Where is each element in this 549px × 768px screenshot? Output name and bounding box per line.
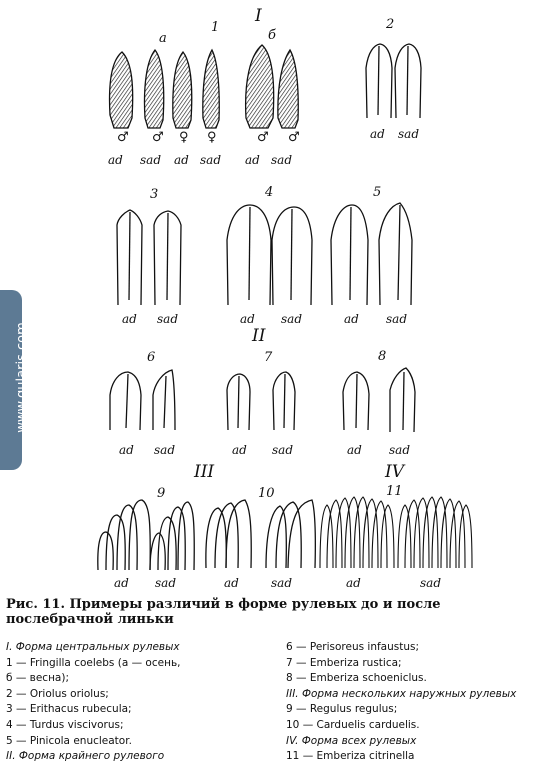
male-symbol: ♂ [288,130,300,145]
feather-1b-sad [203,50,219,128]
female-symbol: ♀ [179,130,189,145]
label-sad: sad [398,127,419,141]
section-label-ii: II [252,326,266,346]
label-ad: ad [174,153,189,167]
group-number-10: 10 [258,486,275,501]
group-number-4: 4 [265,185,274,200]
legend-right [286,640,516,765]
watermark-tab[interactable] [0,290,30,470]
label-sad: sad [271,576,292,590]
label-sad: sad [389,443,410,457]
group-number-7: 7 [264,350,273,365]
legend-item: IV. Форма всех рулевых [286,734,417,747]
legend-left [6,640,180,765]
label-sad: sad [272,443,293,457]
legend-item: 2 — Oriolus oriolus; [6,687,109,700]
figure-caption: Рис. 11. Примеры различий в форме рулевых до и после послебрачной линьки [6,597,441,627]
section-label-iii: III [194,462,215,482]
feather-10-sad [266,500,315,568]
legend-item: I. Форма центральных рулевых [6,641,180,653]
label-ad: ad [122,312,137,326]
label-ad: ad [240,312,255,326]
label-ad: ad [224,576,239,590]
group-number-6: 6 [147,350,156,365]
legend-item: 5 — Pinicola enucleator. [6,734,132,747]
label-ad: ad [119,443,134,457]
legend-item: 11 — Emberiza citrinella [286,750,415,763]
section-label-iv: IV [385,462,404,482]
watermark-text: www.gularis.com [14,322,30,433]
feather-9-sad [150,502,194,570]
legend-item: 8 — Emberiza schoeniclus. [286,672,427,685]
subgroup-label-a: а [159,31,167,46]
label-ad: ad [347,443,362,457]
legend-item: 6 — Perisoreus infaustus; [286,641,420,653]
group-number-3: 3 [150,187,159,202]
legend-item: II. Форма крайнего рулевого [6,750,165,763]
male-symbol: ♂ [117,130,129,145]
label-sad: sad [271,153,292,167]
label-sad: sad [200,153,221,167]
feather-1a-ad [110,52,133,128]
label-ad: ad [114,576,129,590]
label-ad: ad [344,312,359,326]
legend-item: 4 — Turdus viscivorus; [6,718,124,731]
legend-item: 9 — Regulus regulus; [286,703,398,716]
feather-1-b-sad [278,50,298,128]
label-ad: ad [245,153,260,167]
legend-item: III. Форма нескольких наружных рулевых [286,687,517,700]
legend-item: 10 — Carduelis carduelis. [286,718,420,731]
legend-item: 3 — Erithacus rubecula; [6,703,132,716]
group-number-5: 5 [373,185,382,200]
feather-1-b-ad [246,45,274,128]
label-ad: ad [232,443,247,457]
male-symbol: ♂ [152,130,164,145]
label-sad: sad [154,443,175,457]
section-label-i: I [255,6,262,26]
feather-11-ad [320,497,394,568]
feather-11-sad [398,497,472,568]
feather-10-ad [206,500,251,568]
subgroup-label-b: б [268,28,276,43]
label-sad: sad [157,312,178,326]
group-number-2: 2 [386,17,395,32]
label-sad: sad [140,153,161,167]
group-number-1: 1 [211,20,220,35]
feather-9-ad [98,500,150,570]
female-symbol: ♀ [207,130,217,145]
legend-item: 7 — Emberiza rustica; [286,656,402,669]
male-symbol: ♂ [257,130,269,145]
feather-1b-ad [173,52,192,128]
label-ad: ad [108,153,123,167]
group-number-11: 11 [386,484,403,499]
label-sad: sad [155,576,176,590]
legend-item: 1 — Fringilla coelebs (а — осень, [6,656,181,669]
label-sad: sad [420,576,441,590]
group-number-9: 9 [157,486,166,501]
feather-1a-sad [144,50,163,128]
group-number-8: 8 [378,349,387,364]
label-ad: ad [346,576,361,590]
label-ad: ad [370,127,385,141]
label-sad: sad [281,312,302,326]
legend-item: б — весна); [6,672,70,685]
label-sad: sad [386,312,407,326]
